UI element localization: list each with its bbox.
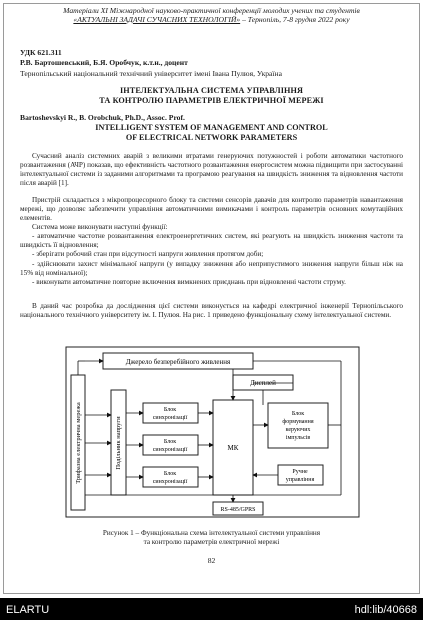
mk-label: МК	[227, 444, 239, 452]
list-item-3: - здійснювати захист мінімальної напруги (у випадку зниження або неприпустимого зниження напруги більш ніж на 15% від номінальної);	[20, 260, 403, 277]
conference-header-line-2	[20, 15, 403, 24]
rs485-label: RS-485/GPRS	[220, 507, 256, 513]
conference-title: «АКТУАЛЬНІ ЗАДАЧІ СУЧАСНИХ ТЕХНОЛОГІЙ»	[73, 15, 241, 24]
pulse-block-label-4: імпульсів	[285, 435, 311, 441]
sync-block-1-label-1: Блок	[163, 407, 177, 413]
title-ua	[20, 86, 403, 106]
title-en-line-2: OF ELECTRICAL NETWORK PARAMETERS	[125, 133, 298, 142]
body-paragraph-3: Система може виконувати наступні функції:	[32, 223, 168, 231]
sync-block-3-label-1: Блок	[163, 471, 177, 477]
figure-caption-line-2: та контролю параметрів електричної мережі	[143, 538, 280, 546]
conference-place-date: – Тернопіль, 7-8 грудня 2022 року	[240, 15, 350, 24]
title-ua-line-1: ІНТЕЛЕКТУАЛЬНА СИСТЕМА УПРАВЛІННЯ	[120, 86, 303, 95]
list-item-4: - виконувати автоматичне повторне включення вимкнених приєднань при відновленні частоти струму.	[32, 278, 346, 286]
sync-block-2-label-1: Блок	[163, 439, 177, 445]
body-paragraph-1: Сучасний аналіз системних аварій з великими втратами генеруючих потужностей і роботи автоматики частотного розвантаження (АЧР) показав, що ефективність частотного розвантаження енергосистем можна підвищити при застосуванні інтелектуальної системи із заданими алгоритмами та програмою реагування на швидкість зниження та відновлення частоти після аварій [1].	[20, 152, 403, 187]
page-number: 82	[207, 556, 216, 565]
sync-block-1-label-2: синхронізації	[152, 415, 188, 421]
pulse-block-label-3: керуючих	[285, 427, 311, 433]
sync-block-2-label-2: синхронізації	[152, 447, 188, 453]
mains-label: Трифазна електрична мережа	[75, 402, 82, 484]
authors-en: Bartoshevskyi R., B. Orobchuk, Ph.D., Assoc. Prof.	[20, 113, 185, 122]
pulse-block-label-2: формування	[282, 419, 314, 425]
power-source-label: Джерело безперебійного живлення	[125, 358, 231, 366]
display-label: Дисплей	[250, 379, 276, 387]
body-paragraph-4: В даний час розробка да дослідження цієї системи виконується на кафедрі електричної інженерії Тернопільського національного технічного університету ім. І. Пулюя. На рис. 1 приведено функціональну схему інтелектуальної системи.	[20, 302, 403, 319]
pulse-block-label-1: Блок	[291, 411, 305, 417]
title-ua-line-2: ТА КОНТРОЛЮ ПАРАМЕТРІВ ЕЛЕКТРИЧНОЇ МЕРЕЖІ	[99, 96, 324, 105]
figure-caption	[20, 529, 403, 547]
footer-repository-label[interactable]: ELARTU	[6, 604, 50, 616]
manual-control-label-2: управління	[285, 477, 315, 483]
voltage-divider-label: Подільник напруги	[115, 416, 122, 470]
sync-block-3-label-2: синхронізації	[152, 479, 188, 485]
body-paragraph-2: Пристрій складається з мікропроцесорного блоку та системи сенсорів давачів для контролю параметрів навантаження мережі, що дозволяє забезпечити управління автоматичними вимикачами і контроль параметрів основних комутаційних елементів.	[20, 196, 403, 222]
affiliation: Тернопільський національний технічний університет імені Івана Пулюя, Україна	[20, 69, 282, 78]
functional-diagram	[63, 345, 363, 520]
authors-ua: Р.В. Бартошевський, Б.Я. Оробчук, к.т.н., доцент	[20, 58, 188, 67]
pulse-block	[268, 403, 328, 448]
manual-control-label-1: Ручне	[292, 469, 308, 475]
figure-caption-line-1: Рисунок 1 – Функціональна схема інтелектуальної системи управління	[102, 529, 321, 537]
list-item-1: - автоматичне частотне розвантаження електроенергетичних систем, які реагують на швидкість зниження частоти та швидкість її відновлення;	[20, 232, 403, 249]
list-item-2: - зберігати робочий стан при відсутності напруги живлення протягом доби;	[32, 250, 264, 258]
udc-code: УДК 621.311	[20, 48, 62, 57]
conference-header-line-1: Матеріали XI Міжнародної науково-практичної конференції молодих учених та студентів	[63, 6, 360, 15]
title-en	[20, 123, 403, 143]
title-en-line-1: INTELLIGENT SYSTEM OF MANAGEMENT AND CONTROL	[95, 123, 328, 132]
footer-handle-link[interactable]: hdl:lib/40668	[354, 604, 417, 616]
